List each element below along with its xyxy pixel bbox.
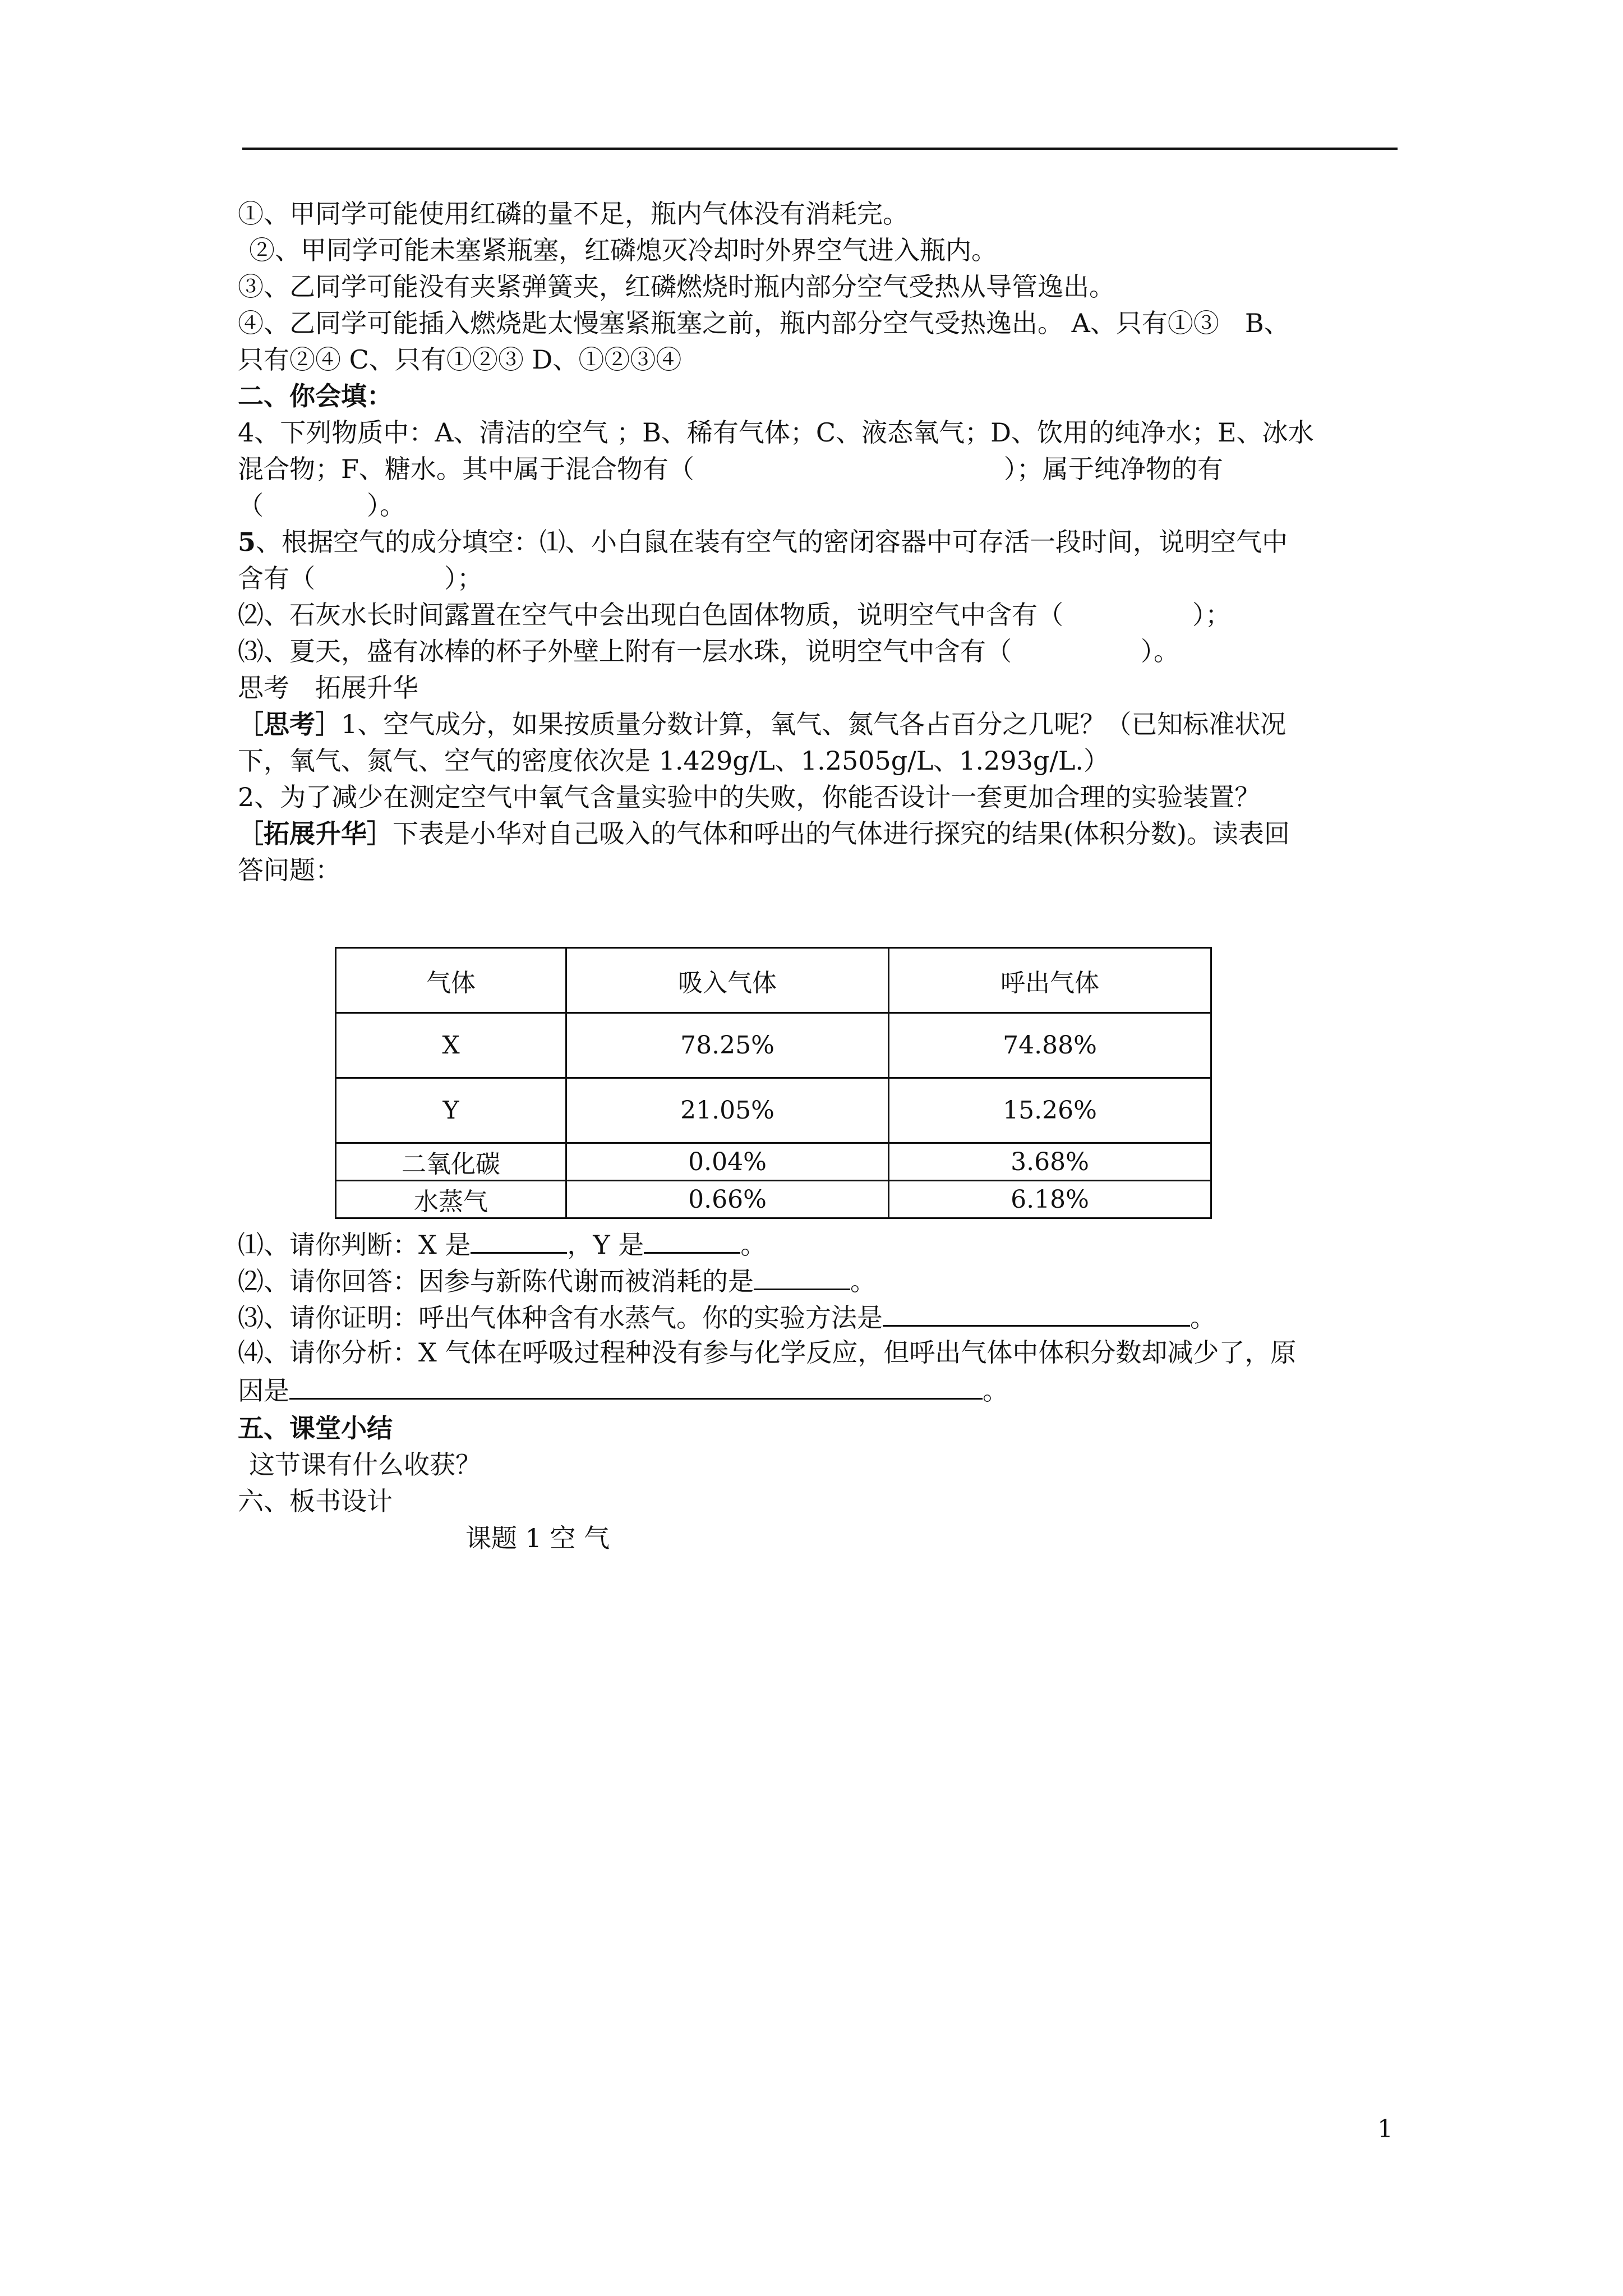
- table-row: [336, 1181, 1211, 1218]
- table-row: [336, 1143, 1211, 1181]
- think-label: ［思考］: [238, 709, 341, 739]
- answer-3: [238, 1299, 1410, 1335]
- option-3: ③、乙同学可能没有夹紧弹簧夹，红磷燃烧时瓶内部分空气受热从导管逸出。: [238, 272, 1115, 302]
- answer-2-prefix: ⑵、请你回答：因参与新陈代谢而被消耗的是: [238, 1266, 754, 1296]
- extension-line-1: [238, 817, 1410, 850]
- table-cell: 15.26%: [889, 1078, 1211, 1143]
- table-header: 气体: [336, 948, 566, 1013]
- think-line-1: [238, 707, 1410, 741]
- answer-1-end: 。: [740, 1230, 767, 1260]
- extension-label: ［拓展升华］: [238, 818, 393, 849]
- answer-2: [238, 1263, 1410, 1298]
- option-4: ④、乙同学可能插入燃烧匙太慢塞紧瓶塞之前，瓶内部分空气受热逸出。 A、只有①③ B、: [238, 308, 1290, 338]
- question-4-line-2: 混合物；F、糖水。其中属于混合物有（ ）；属于纯净物的有: [238, 454, 1223, 484]
- question-5-line-4: ⑶、夏天，盛有冰棒的杯子外壁上附有一层水珠，说明空气中含有（ ）。: [238, 636, 1179, 666]
- answer-1: [238, 1226, 1410, 1262]
- answer-choices: 只有②④ C、只有①②③ D、①②③④: [238, 344, 682, 375]
- page-number: 1: [1377, 2115, 1393, 2143]
- summary-question: 这节课有什么收获？: [249, 1450, 481, 1480]
- table-header: 呼出气体: [889, 948, 1211, 1013]
- answer-4-line-1: ⑷、请你分析：X 气体在呼吸过程种没有参与化学反应，但呼出气体中体积分数却减少了，原: [238, 1337, 1297, 1368]
- table-cell: X: [336, 1013, 566, 1078]
- table-cell: 3.68%: [889, 1143, 1211, 1181]
- table-cell: 6.18%: [889, 1181, 1211, 1218]
- table-cell: 78.25%: [566, 1013, 889, 1078]
- option-2: ②、甲同学可能未塞紧瓶塞，红磷熄灭冷却时外界空气进入瓶内。: [249, 235, 997, 265]
- gas-table: [335, 947, 1212, 1219]
- option-1: ①、甲同学可能使用红磷的量不足，瓶内气体没有消耗完。: [238, 199, 909, 229]
- table-cell: 0.04%: [566, 1143, 889, 1181]
- question-4-line-3: （ ）。: [238, 490, 405, 521]
- answer-2-end: 。: [850, 1266, 876, 1296]
- think-text: 1、空气成分，如果按质量分数计算，氧气、氮气各占百分之几呢？（已知标准状况: [341, 709, 1287, 739]
- table-cell: 二氧化碳: [336, 1143, 566, 1181]
- think-heading: 思考 拓展升华: [238, 673, 418, 703]
- answer-4-blank[interactable]: [289, 1372, 983, 1400]
- extension-line-2: 答问题：: [238, 855, 341, 885]
- think-question-2: 2、为了减少在测定空气中氧气含量实验中的失败，你能否设计一套更加合理的实验装置？: [238, 782, 1261, 812]
- table-cell: 水蒸气: [336, 1181, 566, 1218]
- board-title: 课题 1 空 气: [465, 1523, 610, 1553]
- question-5-number: 5: [238, 527, 256, 557]
- table-cell: 21.05%: [566, 1078, 889, 1143]
- table-row: [336, 1078, 1211, 1143]
- extension-text: 下表是小华对自己吸入的气体和呼出的气体进行探究的结果(体积分数)。读表回: [393, 818, 1290, 849]
- answer-4-prefix: 因是: [238, 1375, 289, 1406]
- think-line-2: 下，氧气、氮气、空气的密度依次是 1.429g/L、1.2505g/L、1.293g/L.）: [238, 746, 1110, 776]
- section-5-heading: 五、课堂小结: [238, 1413, 393, 1443]
- answer-4-end: 。: [983, 1375, 1008, 1406]
- answer-1-prefix: ⑴、请你判断：X 是: [238, 1230, 471, 1260]
- table-cell: 74.88%: [889, 1013, 1211, 1078]
- answer-3-blank[interactable]: [883, 1299, 1190, 1327]
- answer-4-line-2: [238, 1372, 1410, 1407]
- table-header: 吸入气体: [566, 948, 889, 1013]
- question-4-line-1: 4、下列物质中：A、清洁的空气 ；B、稀有气体；C、液态氧气；D、饮用的纯净水；E、冰水: [238, 417, 1314, 448]
- question-5-text: 、根据空气的成分填空：⑴、小白鼠在装有空气的密闭容器中可存活一段时间，说明空气中: [256, 527, 1288, 557]
- question-5-line-2: 含有（ ）；: [238, 563, 483, 593]
- question-5-line-1: [238, 525, 1410, 559]
- section-2-heading: 二、你会填：: [238, 381, 393, 411]
- answer-3-end: 。: [1190, 1303, 1216, 1333]
- answer-1-blank-x[interactable]: [471, 1226, 567, 1254]
- section-6-heading: 六、板书设计: [238, 1486, 393, 1516]
- header-rule: [242, 148, 1398, 150]
- answer-3-prefix: ⑶、请你证明：呼出气体种含有水蒸气。你的实验方法是: [238, 1303, 883, 1333]
- question-5-line-3: ⑵、石灰水长时间露置在空气中会出现白色固体物质，说明空气中含有（ ）；: [238, 600, 1231, 630]
- table-cell: Y: [336, 1078, 566, 1143]
- answer-2-blank[interactable]: [754, 1263, 850, 1290]
- table-header-row: [336, 948, 1211, 1013]
- table-row: [336, 1013, 1211, 1078]
- table-cell: 0.66%: [566, 1181, 889, 1218]
- answer-1-blank-y[interactable]: [644, 1226, 740, 1254]
- answer-1-middle: ，Y 是: [567, 1230, 644, 1260]
